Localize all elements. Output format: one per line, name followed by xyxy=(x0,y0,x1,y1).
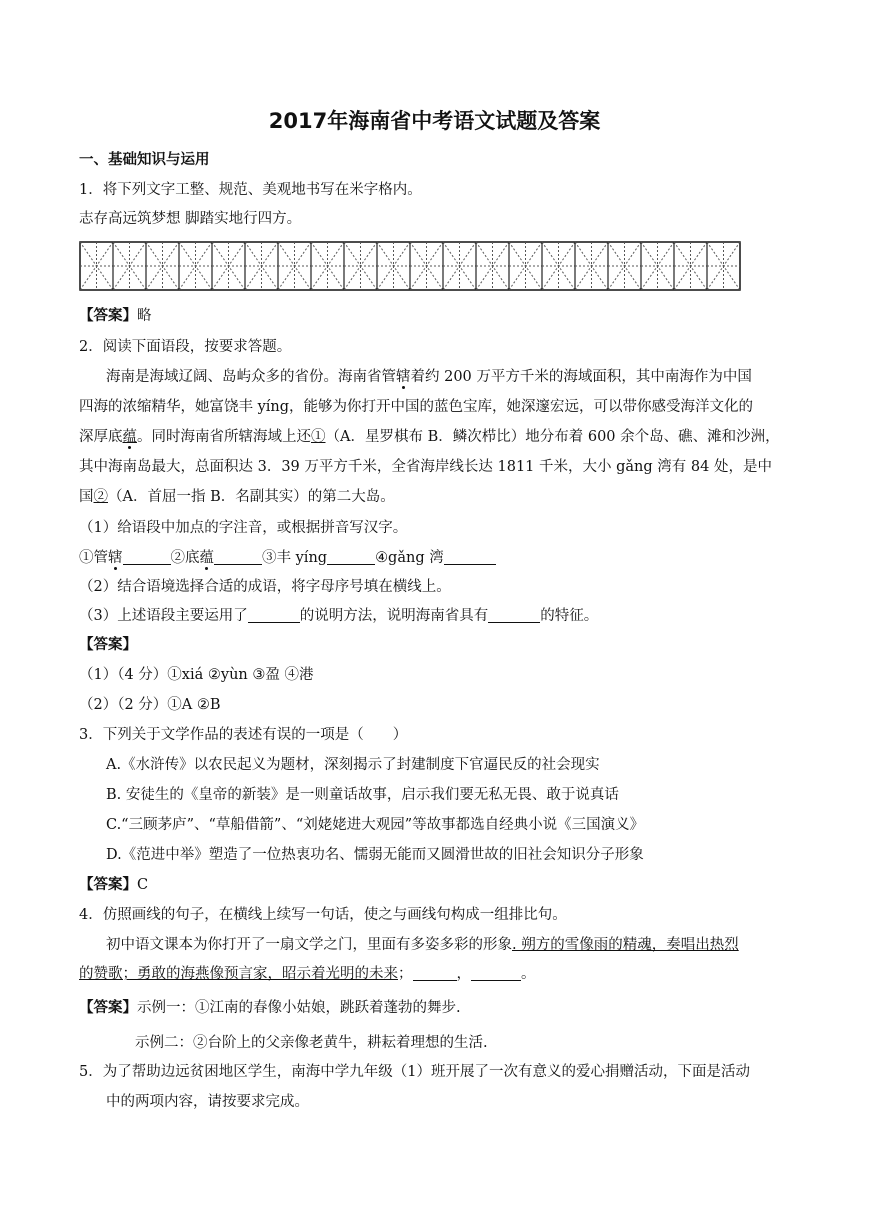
answer-blank xyxy=(214,549,262,565)
answer-example-1: 示例一：①江南的春像小姑娘，跳跃着蓬勃的舞步. xyxy=(137,1000,461,1016)
sub-text: 的特征。 xyxy=(540,608,599,624)
q2-answer-2: （2）（2 分）①A ②B xyxy=(79,697,221,713)
section-heading: 一、基础知识与运用 xyxy=(79,152,210,168)
q3-option-b: B. 安徒生的《皇帝的新装》是一则童话故事，启示我们要无私无畏、敢于说真话 xyxy=(106,787,619,803)
q1-prompt: 1．将下列文字工整、规范、美观地书写在米字格内。 xyxy=(79,182,422,198)
q2-sub3 xyxy=(79,606,598,626)
q3-prompt: 3．下列关于文学作品的表述有误的一项是（ ） xyxy=(79,727,408,743)
answer-text: C xyxy=(137,877,149,893)
answer-text: 略 xyxy=(137,308,152,324)
answer-blank xyxy=(488,607,540,623)
item-label: ②底 xyxy=(170,550,200,566)
q2-sub1: （1）给语段中加点的字注音，或根据拼音写汉字。 xyxy=(79,520,408,536)
q2-para-line xyxy=(79,487,395,507)
answer-blank xyxy=(327,549,375,565)
q3-option-a: A.《水浒传》以农民起义为题材，深刻揭示了封建制度下官逼民反的社会现实 xyxy=(106,757,600,773)
q5-line: 中的两项内容，请按要求完成。 xyxy=(106,1094,309,1110)
answer-blank xyxy=(123,549,171,565)
q2-prompt: 2．阅读下面语段，按要求答题。 xyxy=(79,339,292,355)
sub-text: （3）上述语段主要运用了 xyxy=(79,608,248,624)
q2-para-line xyxy=(79,427,780,447)
q2-answer-1: （1）（4 分）①xiá ②yùn ③盈 ④港 xyxy=(79,667,314,683)
mi-grid xyxy=(79,241,741,293)
q2-answer-tag: 【答案】 xyxy=(79,636,137,653)
blank-marker: ② xyxy=(93,489,108,505)
q2-para-line: 其中海南岛最大，总面积达 3．39 万平方千米，全省海岸线长达 1811 千米，大小 gǎng 湾有 84 处，是中 xyxy=(79,459,772,475)
q2-para-line: 四海的浓缩精华，她富饶丰 yíng，能够为你打开中国的蓝色宝库，她深邃宏远，可以带你感受海洋文化的 xyxy=(79,399,754,415)
q1-text: 志存高远筑梦想 脚踏实地行四方。 xyxy=(79,211,302,227)
para-text: 海南是海域辽阔、岛屿众多的省份。海南省管 xyxy=(106,369,396,385)
answer-example-2: 示例二：②台阶上的父亲像老黄牛，耕耘着理想的生活. xyxy=(135,1035,488,1051)
para-text: 着约 200 万平方千米的海域面积，其中南海作为中国 xyxy=(410,369,752,385)
para-text: 。同时海南省所辖海域上还 xyxy=(137,429,311,445)
q4-text: 。 xyxy=(521,966,536,982)
para-text: （A．首屈一指 B．名副其实）的第二大岛。 xyxy=(108,489,395,505)
q1-answer xyxy=(79,306,152,326)
answer-blank xyxy=(471,965,521,981)
q4-answer xyxy=(79,998,461,1018)
sub-text: 的说明方法，说明海南省具有 xyxy=(299,608,489,624)
q4-line xyxy=(79,964,536,984)
underlined-sentence: . 朔方的雪像雨的精魂，奏唱出热烈 xyxy=(512,937,739,953)
answer-tag: 【答案】 xyxy=(79,876,137,893)
q2-sub2: （2）结合语境选择合适的成语，将字母序号填在横线上。 xyxy=(79,579,451,595)
q3-option-d: D.《范进中举》塑造了一位热衷功名、懦弱无能而又圆滑世故的旧社会知识分子形象 xyxy=(106,847,644,863)
para-text: 深厚底 xyxy=(79,429,123,445)
q2-sub1-blanks xyxy=(79,548,496,568)
item-label: ③丰 yíng xyxy=(262,550,328,566)
answer-tag: 【答案】 xyxy=(79,999,137,1016)
answer-tag: 【答案】 xyxy=(79,307,137,324)
q5-line: 5．为了帮助边远贫困地区学生，南海中学九年级（1）班开展了一次有意义的爱心捐赠活动，下面是活动 xyxy=(79,1064,750,1080)
page-title: 2017年海南省中考语文试题及答案 xyxy=(268,109,601,133)
para-text: （A．星罗棋布 B．鳞次栉比）地分布着 600 余个岛、礁、滩和沙洲， xyxy=(325,429,780,445)
dotted-char: 辖 xyxy=(108,550,123,566)
dotted-char: 蕴 xyxy=(122,429,137,445)
q4-prompt: 4．仿照画线的句子，在横线上续写一句话，使之与画线句构成一组排比句。 xyxy=(79,907,567,923)
blank-marker: ① xyxy=(311,429,326,445)
answer-blank xyxy=(413,965,457,981)
q4-line xyxy=(106,935,739,955)
item-label: ④gǎng 湾 xyxy=(375,550,444,566)
q4-text: 初中语文课本为你打开了一扇文学之门，里面有多姿多彩的形象 xyxy=(106,937,512,953)
q3-answer xyxy=(79,875,148,895)
q4-text: ， xyxy=(456,966,471,982)
dotted-char: 辖 xyxy=(396,369,411,385)
q4-text: ； xyxy=(398,966,413,982)
underlined-sentence: 的赞歌；勇敢的海燕像预言家，昭示着光明的未来 xyxy=(79,966,398,982)
q2-para-line xyxy=(106,367,752,387)
q3-option-c: C.“三顾茅庐”、“草船借箭”、“刘姥姥进大观园”等故事都选自经典小说《三国演义》 xyxy=(106,817,645,833)
dotted-char: 蕴 xyxy=(199,550,214,566)
para-text: 国 xyxy=(79,489,94,505)
item-label: ①管 xyxy=(79,550,108,566)
answer-blank xyxy=(248,607,300,623)
answer-blank xyxy=(444,549,496,565)
